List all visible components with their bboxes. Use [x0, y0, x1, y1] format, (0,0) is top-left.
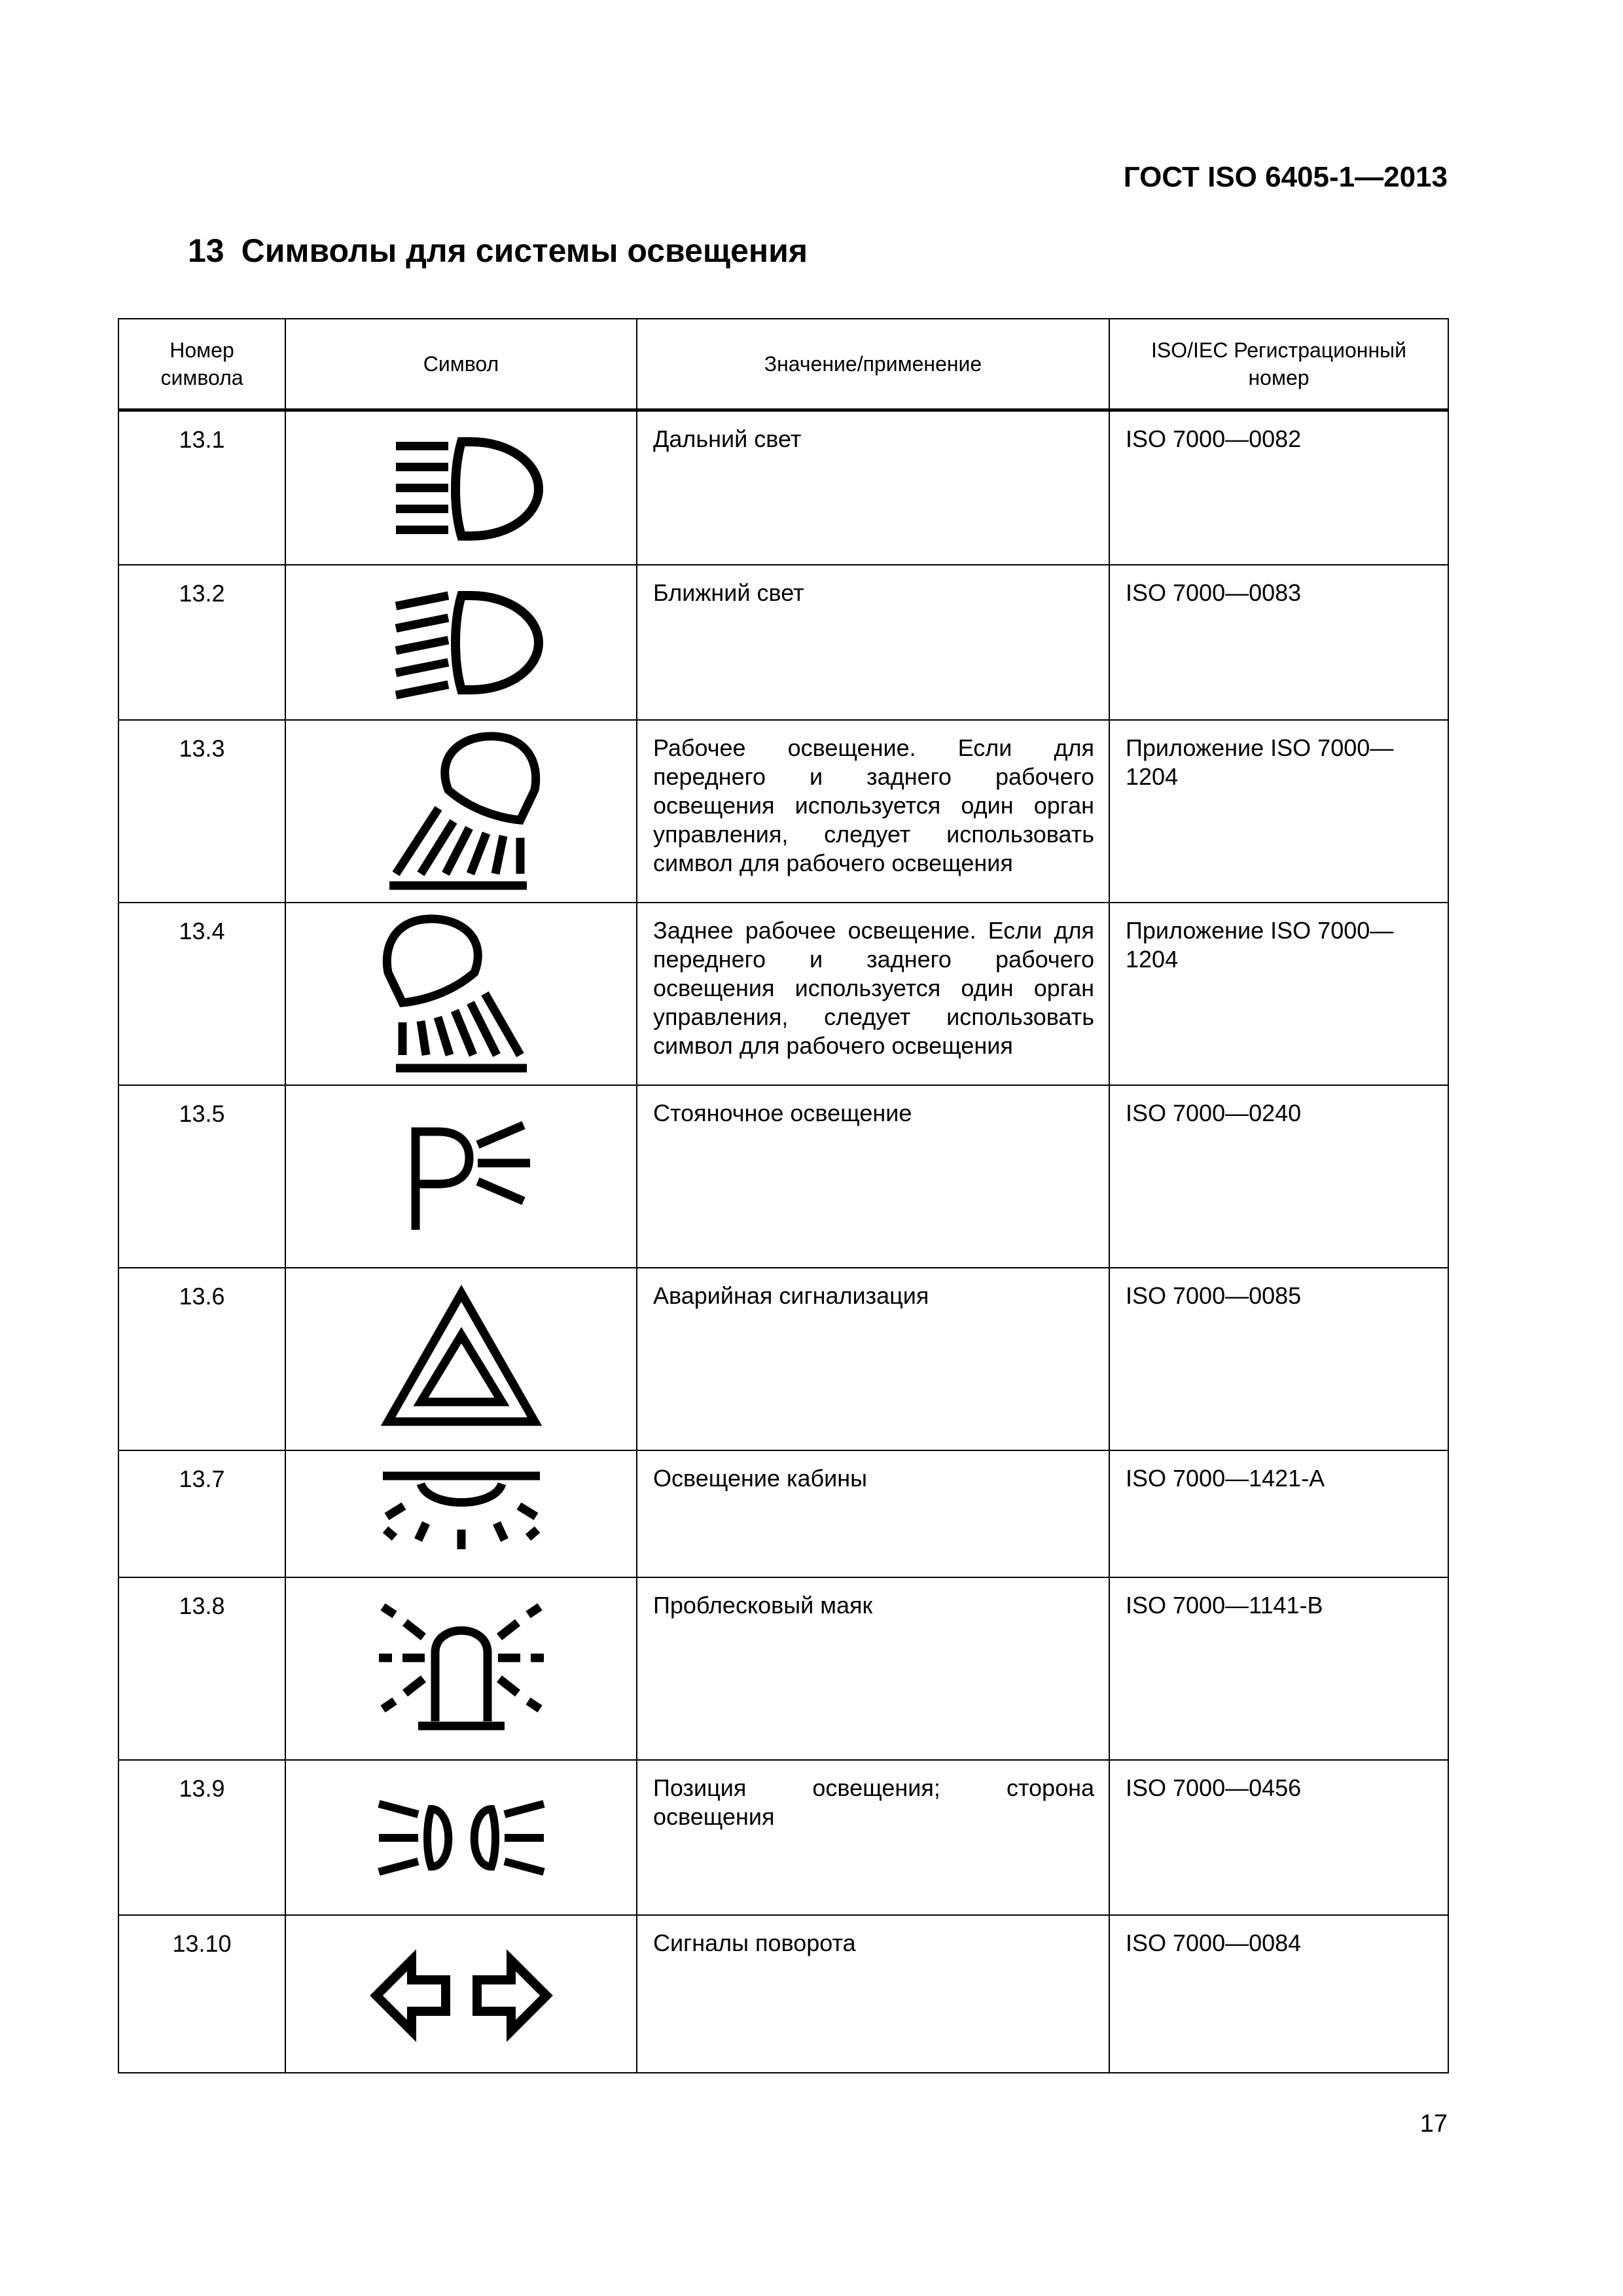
column-header-number: Номер символа [118, 319, 285, 410]
registration-number: ISO 7000—0456 [1109, 1760, 1448, 1915]
registration-number: ISO 7000—0083 [1109, 565, 1448, 720]
registration-number: ISO 7000—0085 [1109, 1268, 1448, 1450]
symbol-meaning: Проблесковый маяк [637, 1577, 1109, 1760]
table-header-row [118, 319, 1448, 410]
symbol-number: 13.1 [118, 410, 285, 565]
column-header-symbol: Символ [285, 319, 637, 410]
registration-number: ISO 7000—0240 [1109, 1085, 1448, 1268]
symbol-number: 13.2 [118, 565, 285, 720]
table-row [118, 1577, 1448, 1760]
table-row [118, 903, 1448, 1085]
cab-light-icon [363, 1456, 560, 1574]
column-header-meaning: Значение/применение [637, 319, 1109, 410]
symbols-table [118, 318, 1449, 2073]
table-row [118, 1268, 1448, 1450]
table-row [118, 1450, 1448, 1578]
symbol-meaning: Стояночное освещение [637, 1085, 1109, 1268]
standard-code: ГОСТ ISO 6405-1—2013 [1123, 161, 1448, 193]
symbol-meaning: Аварийная сигнализация [637, 1268, 1109, 1450]
rear-working-light-icon [363, 912, 560, 1076]
symbol-number: 13.9 [118, 1760, 285, 1915]
table-row [118, 410, 1448, 565]
symbol-meaning: Позиция освещения; сторона освещения [637, 1760, 1109, 1915]
symbol-cell [285, 903, 637, 1085]
symbol-cell [285, 1577, 637, 1760]
section-number: 13 [188, 232, 224, 269]
symbol-cell [285, 410, 637, 565]
symbol-cell [285, 1268, 637, 1450]
column-header-registration: ISO/IEC Регистрационный номер [1109, 319, 1448, 410]
low-beam-icon [370, 577, 553, 708]
beacon-light-icon [363, 1587, 560, 1751]
symbol-meaning: Ближний свет [637, 565, 1109, 720]
symbol-cell [285, 720, 637, 903]
symbol-number: 13.3 [118, 720, 285, 903]
symbol-number: 13.5 [118, 1085, 285, 1268]
position-lights-icon [363, 1772, 560, 1903]
table-row [118, 1760, 1448, 1915]
symbol-cell [285, 565, 637, 720]
symbol-cell [285, 1915, 637, 2073]
table-row [118, 1915, 1448, 2073]
working-light-icon [363, 730, 560, 893]
turn-signals-icon [363, 1928, 560, 2058]
symbol-meaning: Сигналы поворота [637, 1915, 1109, 2073]
registration-number: Приложение ISO 7000—1204 [1109, 903, 1448, 1085]
registration-number: ISO 7000—0084 [1109, 1915, 1448, 2073]
table-row [118, 565, 1448, 720]
registration-number: ISO 7000—1141-B [1109, 1577, 1448, 1760]
registration-number: ISO 7000—1421-A [1109, 1450, 1448, 1578]
hazard-warning-icon [363, 1278, 560, 1441]
section-title [188, 232, 808, 270]
symbol-cell [285, 1085, 637, 1268]
registration-number: Приложение ISO 7000—1204 [1109, 720, 1448, 903]
symbol-number: 13.8 [118, 1577, 285, 1760]
parking-light-icon [363, 1099, 560, 1263]
high-beam-icon [370, 423, 553, 554]
symbol-number: 13.10 [118, 1915, 285, 2073]
symbol-number: 13.6 [118, 1268, 285, 1450]
registration-number: ISO 7000—0082 [1109, 410, 1448, 565]
section-title-text: Символы для системы освещения [241, 232, 808, 269]
symbol-meaning: Рабочее освещение. Если для переднего и заднего рабочего освещения используется один орган управления, следует использовать символ для рабочего освещения [637, 720, 1109, 903]
symbol-number: 13.7 [118, 1450, 285, 1578]
table-row [118, 1085, 1448, 1268]
symbol-number: 13.4 [118, 903, 285, 1085]
symbol-cell [285, 1450, 637, 1578]
symbol-meaning: Дальний свет [637, 410, 1109, 565]
symbol-meaning: Заднее рабочее освещение. Если для переднего и заднего рабочего освещения используется один орган управления, следует использовать символ для рабочего освещения [637, 903, 1109, 1085]
symbol-meaning: Освещение кабины [637, 1450, 1109, 1578]
page-number: 17 [1419, 2110, 1448, 2138]
table-row [118, 720, 1448, 903]
symbol-cell [285, 1760, 637, 1915]
